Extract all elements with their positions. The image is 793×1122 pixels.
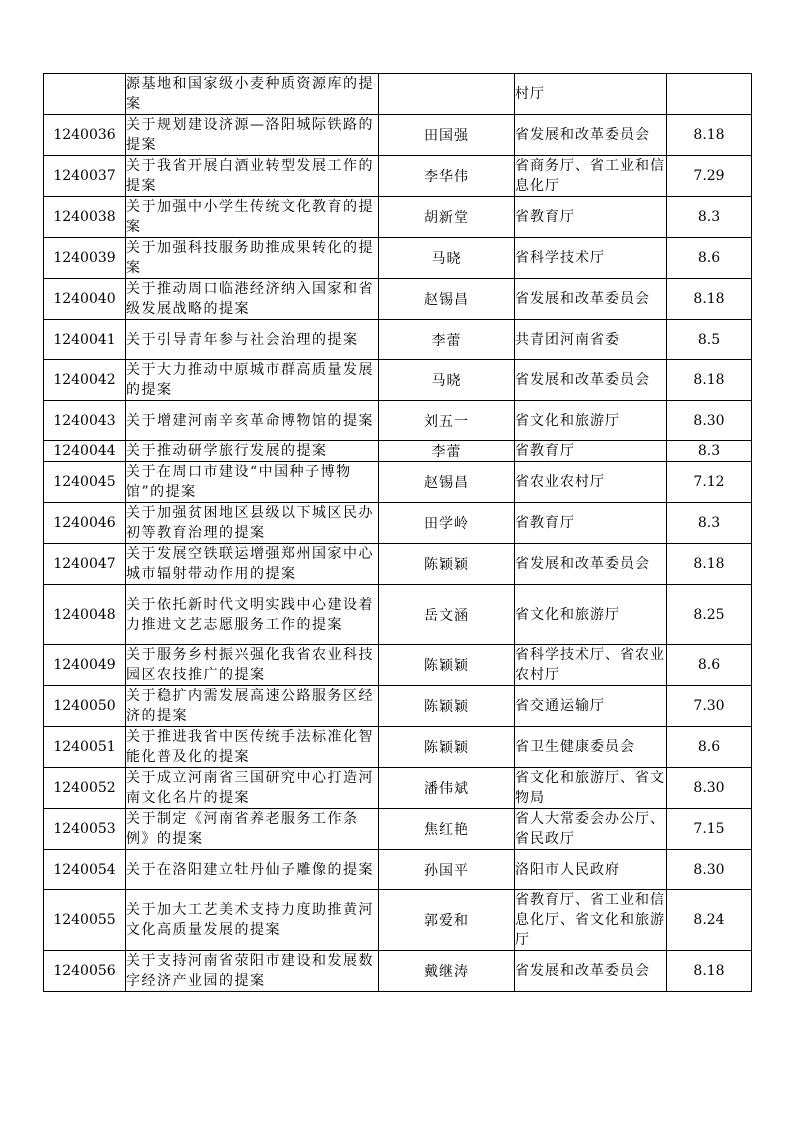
handling-department: 省农业农村厅 (515, 474, 605, 490)
handling-department: 省教育厅、省工业和信息化厅、省文化和旅游厅 (515, 892, 665, 948)
handling-department: 省人大常委会办公厅、省民政厅 (515, 811, 665, 847)
handling-department: 村厅 (515, 86, 545, 102)
proposer-name-cell (379, 585, 515, 645)
table-row (44, 544, 752, 585)
handling-department: 省发展和改革委员会 (515, 127, 650, 143)
proposal-title: 关于引导青年参与社会治理的提案 (126, 331, 359, 348)
proposal-number-cell (44, 686, 126, 727)
table-row (44, 850, 752, 890)
handling-department-cell (515, 809, 667, 850)
handling-department-cell (515, 401, 667, 441)
proposal-number: 1240042 (53, 372, 116, 388)
reply-date-cell (667, 503, 752, 544)
handling-department-cell (515, 645, 667, 686)
table-row (44, 441, 752, 462)
reply-date-cell (667, 156, 752, 197)
proposer-name-cell (379, 809, 515, 850)
handling-department: 省发展和改革委员会 (515, 556, 650, 572)
proposal-table-body (44, 74, 752, 992)
proposal-title: 关于加强中小学生传统文化教育的提案 (126, 199, 374, 235)
handling-department-cell (515, 320, 667, 360)
proposal-number-cell (44, 441, 126, 462)
proposer-name: 田国强 (424, 128, 469, 144)
handling-department: 省科学技术厅、省农业农村厅 (515, 647, 665, 683)
table-row (44, 890, 752, 951)
proposer-name: 潘伟斌 (424, 781, 469, 797)
reply-date: 8.30 (693, 861, 725, 878)
handling-department-cell (515, 197, 667, 238)
proposal-number-cell (44, 360, 126, 401)
reply-date-cell (667, 768, 752, 809)
proposal-title-cell (126, 850, 379, 890)
proposal-title: 源基地和国家级小麦种质资源库的提案 (126, 76, 374, 112)
reply-date-cell (667, 197, 752, 238)
proposer-name-cell (379, 401, 515, 441)
proposal-number: 1240037 (53, 168, 116, 184)
handling-department: 洛阳市人民政府 (515, 861, 620, 878)
proposal-title-cell (126, 238, 379, 279)
handling-department-cell (515, 238, 667, 279)
proposer-name: 赵锡昌 (424, 475, 469, 491)
proposal-title-cell (126, 74, 379, 115)
table-row (44, 462, 752, 503)
proposal-title: 关于发展空铁联运增强郑州国家中心城市辐射带动作用的提案 (126, 546, 374, 582)
proposal-number-cell (44, 585, 126, 645)
reply-date-cell (667, 279, 752, 320)
proposal-number-cell (44, 890, 126, 951)
reply-date-cell (667, 74, 752, 115)
proposer-name-cell (379, 279, 515, 320)
handling-department-cell (515, 360, 667, 401)
proposer-name: 李蕾 (431, 444, 462, 460)
reply-date: 8.6 (697, 739, 721, 755)
proposer-name-cell (379, 74, 515, 115)
proposer-name-cell (379, 768, 515, 809)
table-row (44, 320, 752, 360)
handling-department-cell (515, 462, 667, 503)
proposer-name-cell (379, 503, 515, 544)
proposal-number: 1240039 (53, 250, 116, 266)
proposal-number: 1240050 (53, 698, 116, 714)
reply-date: 8.30 (693, 412, 725, 429)
proposal-title: 关于推进我省中医传统手法标准化智能化普及化的提案 (126, 729, 374, 765)
proposer-name-cell (379, 645, 515, 686)
proposal-number-cell (44, 768, 126, 809)
proposal-title-cell (126, 503, 379, 544)
proposal-number: 1240046 (53, 515, 116, 531)
proposal-number-cell (44, 850, 126, 890)
proposal-number-cell (44, 156, 126, 197)
reply-date: 8.3 (697, 443, 721, 459)
reply-date-cell (667, 951, 752, 992)
proposal-number-cell (44, 462, 126, 503)
reply-date: 8.30 (693, 780, 725, 796)
table-row (44, 115, 752, 156)
proposal-title: 关于制定《河南省养老服务工作条例》的提案 (126, 811, 359, 847)
handling-department: 省发展和改革委员会 (515, 372, 650, 388)
handling-department-cell (515, 279, 667, 320)
proposal-title: 关于成立河南省三国研究中心打造河南文化名片的提案 (126, 770, 374, 806)
proposal-number-cell (44, 197, 126, 238)
handling-department-cell (515, 115, 667, 156)
handling-department-cell (515, 890, 667, 951)
proposal-title-cell (126, 585, 379, 645)
handling-department: 省教育厅 (515, 515, 575, 531)
proposal-title-cell (126, 462, 379, 503)
proposer-name-cell (379, 238, 515, 279)
proposal-title-cell (126, 401, 379, 441)
proposal-number: 1240040 (53, 291, 116, 307)
proposal-title-cell (126, 544, 379, 585)
proposal-title-cell (126, 441, 379, 462)
proposal-number-cell (44, 809, 126, 850)
reply-date-cell (667, 544, 752, 585)
handling-department-cell (515, 441, 667, 462)
reply-date-cell (667, 462, 752, 503)
handling-department-cell (515, 544, 667, 585)
table-row (44, 951, 752, 992)
reply-date: 8.6 (697, 657, 721, 673)
handling-department: 省交通运输厅 (515, 698, 605, 714)
proposal-number-cell (44, 74, 126, 115)
proposal-title: 关于加大工艺美术支持力度助推黄河文化高质量发展的提案 (126, 902, 374, 938)
proposal-title: 关于我省开展白酒业转型发展工作的提案 (126, 158, 374, 194)
proposal-number-cell (44, 645, 126, 686)
table-row (44, 156, 752, 197)
table-row (44, 238, 752, 279)
reply-date: 8.18 (693, 291, 725, 307)
proposer-name-cell (379, 890, 515, 951)
proposer-name: 陈颖颖 (424, 740, 469, 756)
reply-date-cell (667, 585, 752, 645)
proposal-title-cell (126, 686, 379, 727)
proposal-title: 关于在洛阳建立牡丹仙子雕像的提案 (126, 861, 374, 878)
proposal-number: 1240045 (53, 474, 116, 490)
reply-date: 8.24 (693, 912, 725, 928)
proposal-number: 1240053 (53, 821, 116, 837)
proposal-title-cell (126, 279, 379, 320)
handling-department-cell (515, 585, 667, 645)
proposal-title-cell (126, 320, 379, 360)
table-row (44, 360, 752, 401)
reply-date: 8.18 (693, 372, 725, 388)
proposer-name: 岳文涵 (424, 607, 469, 624)
proposal-title: 关于大力推动中原城市群高质量发展的提案 (126, 362, 374, 398)
proposal-title-cell (126, 951, 379, 992)
proposal-number: 1240056 (53, 963, 116, 979)
handling-department-cell (515, 951, 667, 992)
proposer-name: 焦红艳 (424, 822, 469, 838)
proposal-number-cell (44, 320, 126, 360)
handling-department-cell (515, 850, 667, 890)
handling-department-cell (515, 727, 667, 768)
proposal-number-cell (44, 951, 126, 992)
table-row (44, 686, 752, 727)
table-row (44, 768, 752, 809)
handling-department: 省卫生健康委员会 (515, 739, 635, 755)
proposal-number-cell (44, 727, 126, 768)
proposer-name-cell (379, 360, 515, 401)
proposal-number: 1240047 (53, 556, 116, 572)
reply-date-cell (667, 115, 752, 156)
reply-date: 8.3 (697, 209, 721, 225)
proposal-title: 关于增建河南辛亥革命博物馆的提案 (126, 412, 374, 429)
proposer-name: 郭爱和 (424, 913, 469, 929)
reply-date: 8.5 (697, 331, 721, 348)
handling-department: 省教育厅 (515, 443, 575, 459)
table-row (44, 645, 752, 686)
proposal-title: 关于在周口市建设“中国种子博物馆”的提案 (126, 464, 352, 500)
reply-date-cell (667, 727, 752, 768)
handling-department: 省教育厅 (515, 209, 575, 225)
proposal-number: 1240049 (53, 657, 116, 673)
proposer-name: 李蕾 (431, 332, 462, 349)
proposer-name: 陈颖颖 (424, 658, 469, 674)
reply-date: 7.15 (693, 821, 725, 837)
handling-department: 省商务厅、省工业和信息化厅 (515, 158, 665, 194)
table-row (44, 279, 752, 320)
proposer-name: 李华伟 (424, 169, 469, 185)
proposer-name-cell (379, 441, 515, 462)
proposal-title-cell (126, 156, 379, 197)
proposal-title: 关于加强科技服务助推成果转化的提案 (126, 240, 374, 276)
reply-date: 8.18 (693, 963, 725, 979)
proposal-number: 1240052 (53, 780, 116, 796)
handling-department: 省文化和旅游厅 (515, 606, 620, 623)
proposer-name-cell (379, 686, 515, 727)
proposal-title-cell (126, 809, 379, 850)
handling-department: 省科学技术厅 (515, 250, 605, 266)
handling-department: 省发展和改革委员会 (515, 963, 650, 979)
table-row (44, 727, 752, 768)
proposer-name: 刘五一 (424, 413, 469, 430)
proposal-number: 1240055 (53, 912, 116, 928)
reply-date: 8.25 (693, 606, 725, 623)
proposal-title-cell (126, 768, 379, 809)
proposer-name: 田学岭 (424, 516, 469, 532)
reply-date-cell (667, 320, 752, 360)
proposal-table (43, 73, 752, 992)
proposer-name: 孙国平 (424, 862, 469, 879)
proposal-title: 关于服务乡村振兴强化我省农业科技园区农技推广的提案 (126, 647, 374, 683)
reply-date-cell (667, 890, 752, 951)
proposal-number: 1240044 (53, 443, 116, 459)
proposal-title: 关于加强贫困地区县级以下城区民办初等教育治理的提案 (126, 505, 374, 541)
table-row (44, 809, 752, 850)
table-row (44, 503, 752, 544)
proposer-name-cell (379, 462, 515, 503)
handling-department-cell (515, 503, 667, 544)
proposal-title-cell (126, 890, 379, 951)
proposal-title-cell (126, 727, 379, 768)
reply-date-cell (667, 645, 752, 686)
proposal-title: 关于规划建设济源—洛阳城际铁路的提案 (126, 117, 374, 153)
proposer-name-cell (379, 951, 515, 992)
proposer-name: 赵锡昌 (424, 292, 469, 308)
reply-date: 8.18 (693, 127, 725, 143)
reply-date-cell (667, 238, 752, 279)
proposer-name: 马晓 (431, 251, 462, 267)
table-row (44, 197, 752, 238)
handling-department-cell (515, 686, 667, 727)
handling-department-cell (515, 74, 667, 115)
proposer-name: 戴继涛 (424, 964, 469, 980)
handling-department: 省文化和旅游厅、省文物局 (515, 770, 665, 806)
handling-department: 共青团河南省委 (515, 331, 620, 348)
proposal-title: 关于稳扩内需发展高速公路服务区经济的提案 (126, 688, 374, 724)
proposal-number-cell (44, 238, 126, 279)
proposer-name-cell (379, 727, 515, 768)
proposal-number-cell (44, 503, 126, 544)
proposer-name: 胡新堂 (424, 210, 469, 226)
reply-date: 7.12 (693, 474, 725, 490)
proposal-title: 关于推动研学旅行发展的提案 (126, 443, 328, 459)
table-row (44, 401, 752, 441)
reply-date-cell (667, 441, 752, 462)
proposer-name: 陈颖颖 (424, 699, 469, 715)
proposal-title: 关于支持河南省荥阳市建设和发展数字经济产业园的提案 (126, 953, 374, 989)
proposal-number-cell (44, 544, 126, 585)
proposal-title-cell (126, 645, 379, 686)
proposal-number: 1240036 (53, 127, 116, 143)
reply-date: 8.18 (693, 556, 725, 572)
proposer-name: 陈颖颖 (424, 557, 469, 573)
proposal-number: 1240048 (53, 606, 116, 623)
reply-date-cell (667, 809, 752, 850)
proposal-number: 1240041 (53, 331, 116, 348)
handling-department: 省文化和旅游厅 (515, 412, 620, 429)
table-row (44, 74, 752, 115)
table-row (44, 585, 752, 645)
proposal-number: 1240054 (53, 861, 116, 878)
proposal-title: 关于依托新时代文明实践中心建设着力推进文艺志愿服务工作的提案 (126, 596, 374, 633)
proposal-number: 1240038 (53, 209, 116, 225)
reply-date: 8.3 (697, 515, 721, 531)
proposal-number: 1240043 (53, 412, 116, 429)
handling-department-cell (515, 768, 667, 809)
proposer-name-cell (379, 544, 515, 585)
proposer-name-cell (379, 197, 515, 238)
proposal-number-cell (44, 115, 126, 156)
proposal-number-cell (44, 279, 126, 320)
proposer-name-cell (379, 320, 515, 360)
proposal-title-cell (126, 115, 379, 156)
proposal-title-cell (126, 197, 379, 238)
reply-date: 7.30 (693, 698, 725, 714)
reply-date: 8.6 (697, 250, 721, 266)
proposal-number: 1240051 (53, 739, 116, 755)
proposer-name-cell (379, 850, 515, 890)
reply-date-cell (667, 401, 752, 441)
reply-date-cell (667, 686, 752, 727)
proposer-name-cell (379, 115, 515, 156)
reply-date-cell (667, 360, 752, 401)
proposer-name-cell (379, 156, 515, 197)
reply-date: 7.29 (693, 168, 725, 184)
proposal-title-cell (126, 360, 379, 401)
proposal-title: 关于推动周口临港经济纳入国家和省级发展战略的提案 (126, 281, 374, 317)
proposer-name: 马晓 (431, 373, 462, 389)
proposal-number-cell (44, 401, 126, 441)
handling-department: 省发展和改革委员会 (515, 291, 650, 307)
reply-date-cell (667, 850, 752, 890)
handling-department-cell (515, 156, 667, 197)
